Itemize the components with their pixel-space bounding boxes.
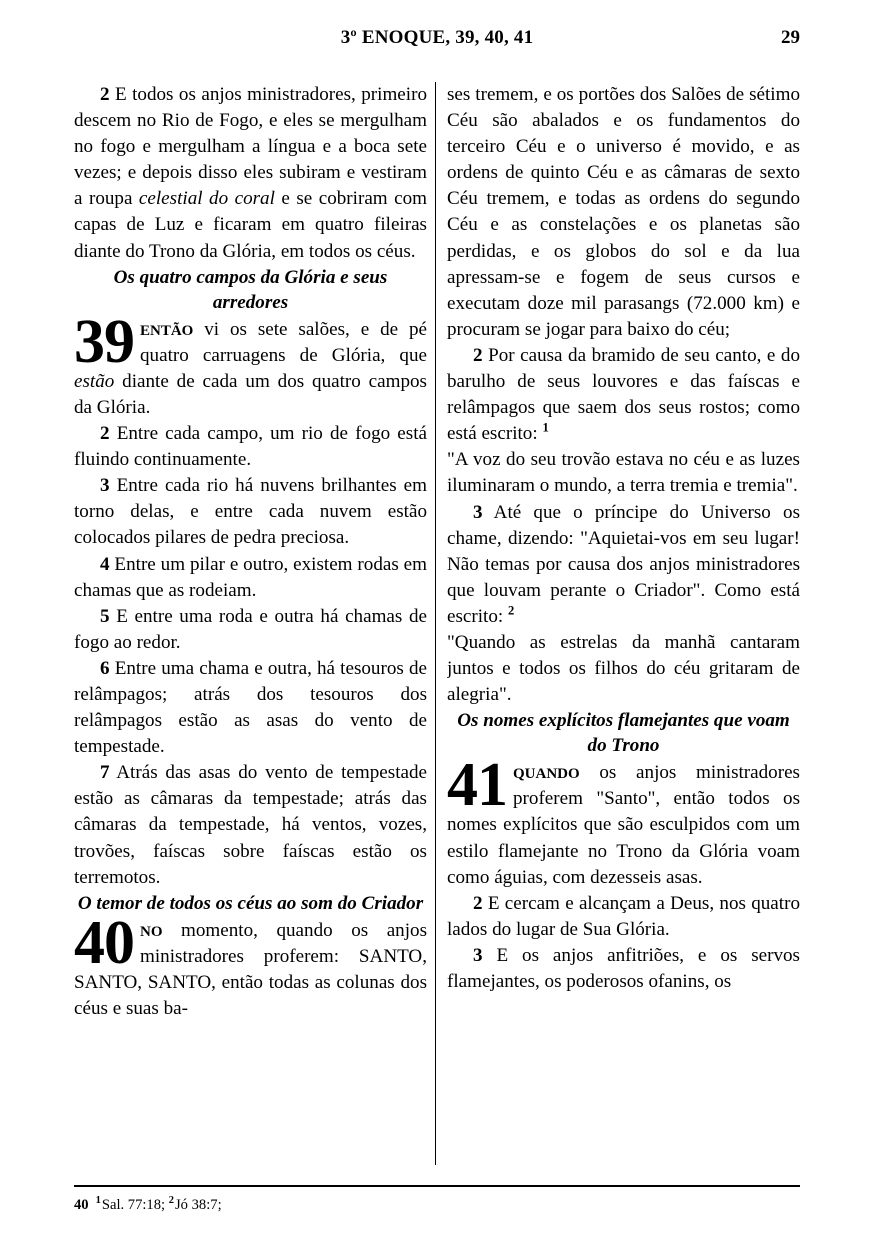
opening-smallcaps: no [140, 916, 163, 941]
opening-text-part-2: diante de cada um dos quatro campos da Glória. [74, 370, 427, 418]
verse-text: Entre cada campo, um rio de fogo está fluindo continuamente. [74, 423, 427, 471]
verse-40-3 [447, 500, 800, 630]
chapter-number-40: 40 [74, 908, 134, 977]
verse-number: 3 [473, 944, 483, 966]
verse-text: Por causa da bramido de seu canto, e do barulho de seus louvores e das faíscas e relâmpagos que saem dos seus rostos; como está escrito: [447, 344, 800, 445]
footnote-marker[interactable]: 2 [507, 603, 515, 618]
opening-smallcaps: então [140, 315, 194, 340]
footnote-separator [74, 1185, 800, 1187]
left-column [74, 82, 427, 1165]
verse-number: 2 [100, 84, 110, 105]
verse-number: 3 [473, 501, 483, 523]
footnote-marker[interactable]: 1 [542, 420, 549, 435]
verse-39-2 [74, 82, 427, 265]
verse-text: Até que o príncipe do Universo os chame, dizendo: "Aquietai-vos em seu lugar! Não temas por causa dos anjos ministradores que louvam perante o Criador". Como está escrito: [447, 501, 800, 627]
footnote-reference: Sal. 77:18; [101, 1197, 166, 1213]
opening-text-part-1: vi os sete salões, e de pé quatro carruagens de Glória, que [140, 318, 427, 366]
opening-text: momento, quando os anjos ministradores proferem: SANTO, SANTO, SANTO, então todas as colunas dos céus e suas ba- [74, 919, 427, 1019]
verse-item [74, 656, 427, 760]
chapter-opener-41 [447, 751, 800, 890]
footnote-chapter-number: 40 [74, 1197, 89, 1213]
verse-number: 2 [473, 344, 483, 366]
right-column [447, 82, 800, 1165]
verse-number: 2 [100, 423, 110, 445]
verse-text: E entre uma roda e outra há chamas de fogo ao redor. [74, 605, 427, 653]
verse-number: 5 [100, 605, 110, 627]
chapter-opener-39 [74, 307, 427, 421]
verse-item [74, 421, 427, 473]
verse-item [447, 943, 800, 995]
verse-item [447, 891, 800, 943]
verse-40-2 [447, 343, 800, 447]
verse-number: 4 [100, 553, 110, 575]
verse-text: Entre um pilar e outro, existem rodas em chamas que as rodeiam. [74, 553, 427, 601]
opening-text-italic: estão [74, 370, 115, 392]
footnote-marker: 1 [95, 1195, 101, 1207]
page-title: 3º ENOQUE, 39, 40, 41 [340, 27, 534, 48]
verse-item [74, 552, 427, 604]
verse-text: Entre uma chama e outra, há tesouros de relâmpagos; atrás dos tesouros dos relâmpagos estão as asas do vento de tempestade. [74, 657, 427, 758]
chapter-number-41: 41 [447, 751, 507, 820]
verse-number: 2 [473, 892, 483, 914]
verse-text-part-1: E todos os anjos ministradores, primeiro descem no Rio de Fogo, e eles se mergulham no fogo e mergulham a língua e a boca sete vezes; e depois disso eles subiram e vestiram a roupa [74, 84, 427, 210]
verse-text-part-2: e se cobriram com capas de Luz e ficaram em quatro fileiras diante do Trono da Glória, em todos os céus. [74, 188, 427, 262]
running-head [74, 27, 800, 53]
verse-number: 7 [100, 762, 110, 784]
verse-40-2-quote: "A voz do seu trovão estava no céu e as luzes iluminaram o mundo, a terra tremia e tremia". [447, 449, 800, 497]
page-number: 29 [781, 27, 800, 48]
verse-40-3-quote: "Quando as estrelas da manhã cantaram juntos e todos os filhos do céu gritaram de alegria". [447, 631, 800, 706]
verse-text: E cercam e alcançam a Deus, nos quatro lados do lugar de Sua Glória. [447, 892, 800, 940]
text-body [74, 82, 800, 1165]
verse-text: Entre cada rio há nuvens brilhantes em torno delas, e entre cada nuvem estão colocados pilares de pedra preciosa. [74, 475, 427, 549]
verse-number: 3 [100, 475, 110, 497]
footnote-reference: Jó 38:7; [175, 1197, 222, 1213]
column-divider [435, 82, 436, 1165]
verse-continuation-40-1: ses tremem, e os portões dos Salões de sétimo Céu são abalados e os fundamentos do terceiro Céu e o universo é movido, e as ordens de quinto Céu e as câmaras de sexto Céu tremem, e todas as ordens do segundo Céu e as constelações e os planetas são perdidas, e os globos do sol e da lua apressam-se e fogem de seus cursos e executam doze mil parasangs (72.000 km) e procuram se jogar para baixo do céu; [447, 84, 800, 340]
section-heading-41: Os nomes explícitos flamejantes que voam do Trono [457, 710, 790, 757]
opening-text: os anjos ministradores proferem "Santo", então todos os nomes explícitos que são esculpidos com um estilo flamejante no Trono da Glória voam como águias, com dezesseis asas. [447, 762, 800, 888]
chapter-opener-40 [74, 908, 427, 1022]
opening-smallcaps: quando [513, 759, 580, 784]
verse-text: E os anjos anfitriões, e os servos flamejantes, os poderosos ofanins, os [447, 944, 800, 992]
verse-text: Atrás das asas do vento de tempestade estão as câmaras da tempestade; atrás das câmaras da tempestade, há ventos, vozes, trovões, faíscas sobre faíscas estão os terremotos. [74, 762, 427, 888]
verse-item [74, 760, 427, 890]
footnote-marker: 2 [168, 1195, 174, 1207]
verse-text-italic: celestial do coral [138, 188, 275, 210]
chapter-number-39: 39 [74, 307, 134, 376]
footnote-area [74, 1196, 800, 1215]
verse-number: 6 [100, 657, 110, 679]
verse-item [74, 604, 427, 656]
section-heading-39: Os quatro campos da Glória e seus arredores [113, 266, 388, 313]
verse-item [74, 473, 427, 551]
section-heading-40: O temor de todos os céus ao som do Criador [77, 892, 424, 914]
